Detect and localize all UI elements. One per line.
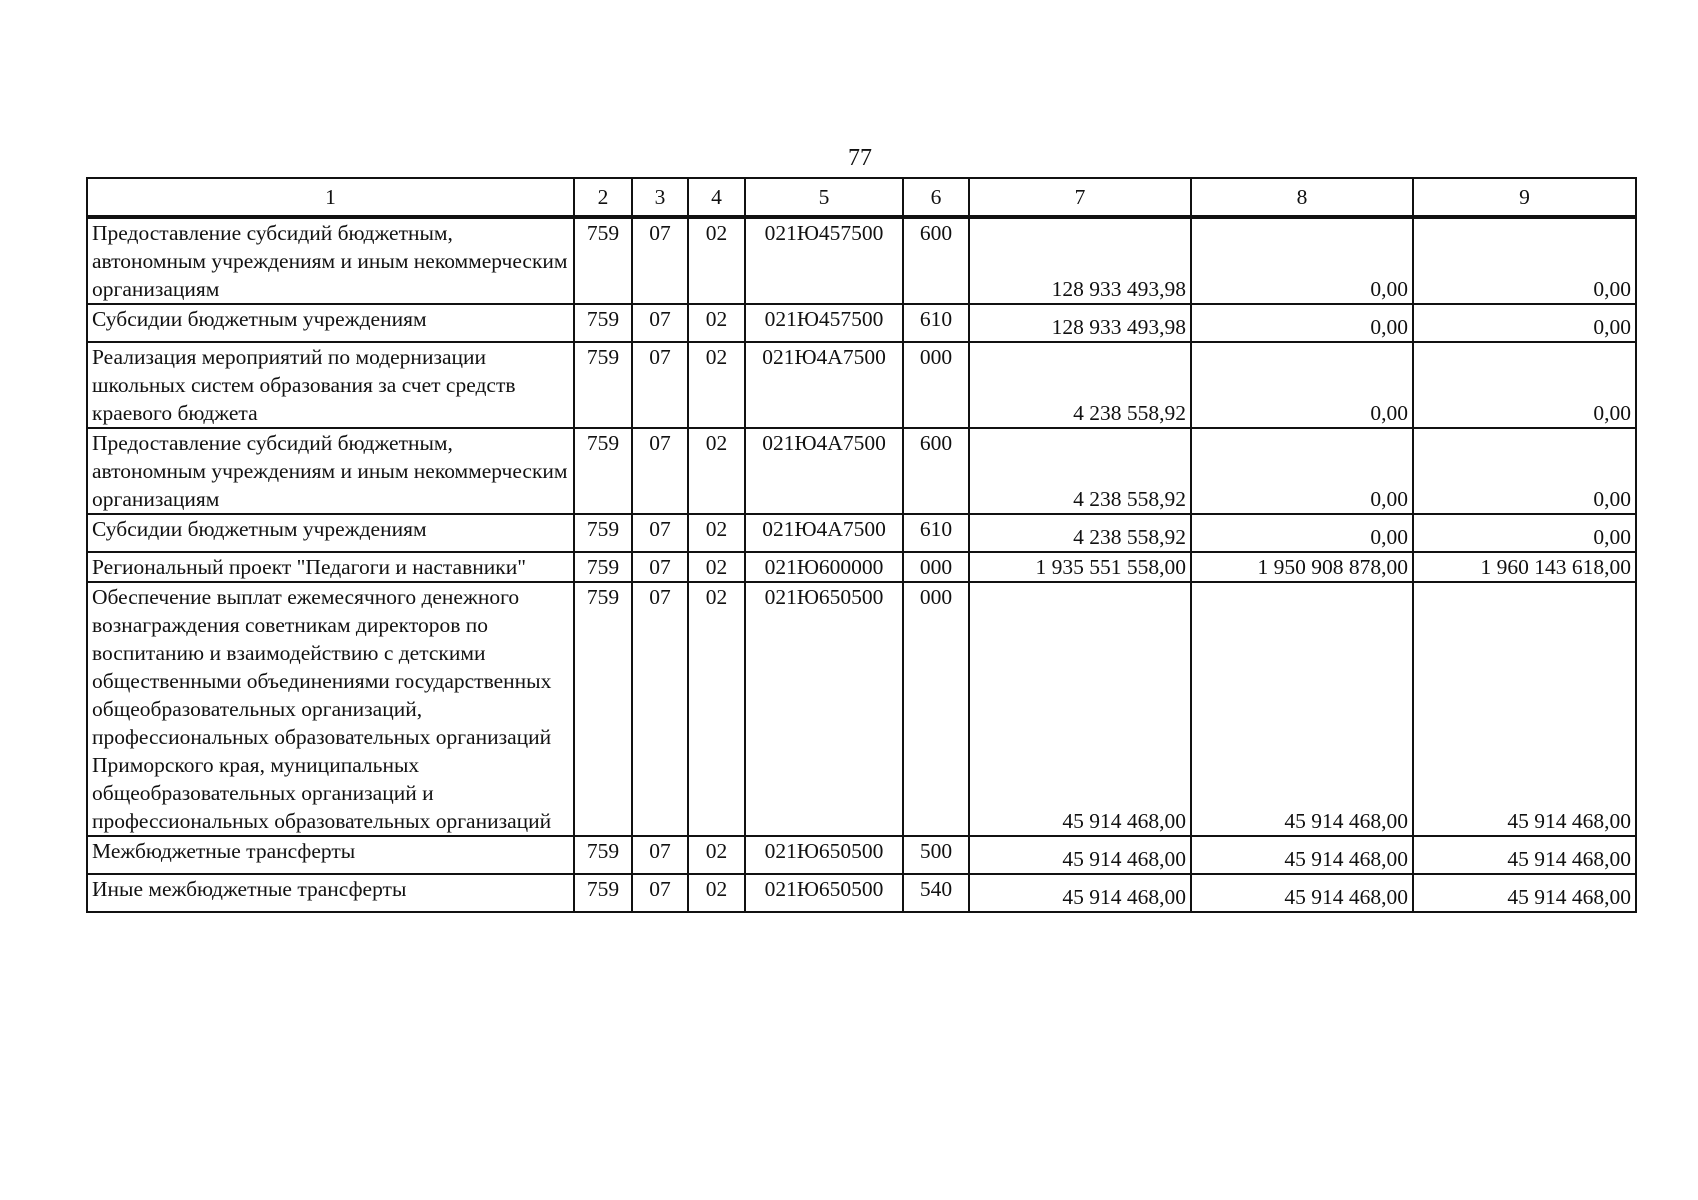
amount-col-8: 45 914 468,00: [1191, 582, 1413, 836]
subsection-code: 02: [688, 514, 745, 552]
row-name: Межбюджетные трансферты: [87, 836, 574, 874]
table-row: [87, 514, 1636, 552]
subsection-code: 02: [688, 582, 745, 836]
expense-type-code: 610: [903, 304, 969, 342]
row-name: Предоставление субсидий бюджетным, автономным учреждениям и иным некоммерческим организациям: [87, 217, 574, 304]
amount-col-9: 0,00: [1413, 514, 1636, 552]
expense-type-code: 600: [903, 428, 969, 514]
row-name: Реализация мероприятий по модернизации школьных систем образования за счет средств краевого бюджета: [87, 342, 574, 428]
amount-col-7: 1 935 551 558,00: [969, 552, 1191, 582]
amount-col-8: 0,00: [1191, 342, 1413, 428]
amount-col-8: 0,00: [1191, 514, 1413, 552]
target-article-code: 021Ю600000: [745, 552, 903, 582]
header-cell: 9: [1413, 178, 1636, 217]
header-row: [87, 178, 1636, 217]
row-name: Субсидии бюджетным учреждениям: [87, 304, 574, 342]
header-cell: 3: [632, 178, 688, 217]
amount-col-9: 45 914 468,00: [1413, 836, 1636, 874]
ministry-code: 759: [574, 428, 632, 514]
expense-type-code: 000: [903, 582, 969, 836]
section-code: 07: [632, 514, 688, 552]
amount-col-7: 45 914 468,00: [969, 836, 1191, 874]
amount-col-8: 1 950 908 878,00: [1191, 552, 1413, 582]
amount-col-7: 128 933 493,98: [969, 217, 1191, 304]
table-row: [87, 428, 1636, 514]
table-row: [87, 217, 1636, 304]
section-code: 07: [632, 428, 688, 514]
table-row: [87, 874, 1636, 912]
section-code: 07: [632, 342, 688, 428]
section-code: 07: [632, 874, 688, 912]
amount-col-8: 45 914 468,00: [1191, 874, 1413, 912]
header-cell: 6: [903, 178, 969, 217]
header-cell: 1: [87, 178, 574, 217]
amount-col-7: 4 238 558,92: [969, 514, 1191, 552]
target-article-code: 021Ю650500: [745, 874, 903, 912]
header-cell: 4: [688, 178, 745, 217]
target-article-code: 021Ю4А7500: [745, 428, 903, 514]
header-cell: 2: [574, 178, 632, 217]
amount-col-7: 4 238 558,92: [969, 342, 1191, 428]
amount-col-9: 0,00: [1413, 428, 1636, 514]
amount-col-8: 45 914 468,00: [1191, 836, 1413, 874]
expense-type-code: 600: [903, 217, 969, 304]
amount-col-8: 0,00: [1191, 217, 1413, 304]
amount-col-7: 45 914 468,00: [969, 582, 1191, 836]
budget-table: [86, 177, 1637, 913]
table-row: [87, 342, 1636, 428]
subsection-code: 02: [688, 342, 745, 428]
amount-col-9: 45 914 468,00: [1413, 874, 1636, 912]
row-name: Региональный проект "Педагоги и наставники": [87, 552, 574, 582]
row-name: Обеспечение выплат ежемесячного денежного вознаграждения советникам директоров по воспитанию и взаимодействию с детскими общественными объединениями государственных общеобразовательных организаций, профессиональных образовательных организаций Приморского края, муниципальных общеобразовательных организаций и профессиональных образовательных организаций: [87, 582, 574, 836]
expense-type-code: 610: [903, 514, 969, 552]
ministry-code: 759: [574, 874, 632, 912]
table-row: [87, 552, 1636, 582]
subsection-code: 02: [688, 217, 745, 304]
subsection-code: 02: [688, 428, 745, 514]
ministry-code: 759: [574, 217, 632, 304]
amount-col-9: 0,00: [1413, 342, 1636, 428]
expense-type-code: 500: [903, 836, 969, 874]
header-cell: 5: [745, 178, 903, 217]
header-cell: 8: [1191, 178, 1413, 217]
ministry-code: 759: [574, 836, 632, 874]
section-code: 07: [632, 217, 688, 304]
amount-col-8: 0,00: [1191, 428, 1413, 514]
subsection-code: 02: [688, 874, 745, 912]
amount-col-9: 0,00: [1413, 217, 1636, 304]
target-article-code: 021Ю457500: [745, 217, 903, 304]
amount-col-9: 45 914 468,00: [1413, 582, 1636, 836]
amount-col-7: 128 933 493,98: [969, 304, 1191, 342]
amount-col-7: 4 238 558,92: [969, 428, 1191, 514]
ministry-code: 759: [574, 304, 632, 342]
row-name: Субсидии бюджетным учреждениям: [87, 514, 574, 552]
ministry-code: 759: [574, 514, 632, 552]
row-name: Иные межбюджетные трансферты: [87, 874, 574, 912]
expense-type-code: 540: [903, 874, 969, 912]
target-article-code: 021Ю650500: [745, 582, 903, 836]
subsection-code: 02: [688, 304, 745, 342]
expense-type-code: 000: [903, 342, 969, 428]
amount-col-8: 0,00: [1191, 304, 1413, 342]
target-article-code: 021Ю4А7500: [745, 514, 903, 552]
subsection-code: 02: [688, 552, 745, 582]
row-name: Предоставление субсидий бюджетным, автономным учреждениям и иным некоммерческим организациям: [87, 428, 574, 514]
amount-col-7: 45 914 468,00: [969, 874, 1191, 912]
table-row: [87, 582, 1636, 836]
target-article-code: 021Ю4А7500: [745, 342, 903, 428]
page-number: 77: [848, 145, 872, 171]
subsection-code: 02: [688, 836, 745, 874]
expense-type-code: 000: [903, 552, 969, 582]
amount-col-9: 0,00: [1413, 304, 1636, 342]
section-code: 07: [632, 552, 688, 582]
ministry-code: 759: [574, 342, 632, 428]
section-code: 07: [632, 304, 688, 342]
ministry-code: 759: [574, 552, 632, 582]
section-code: 07: [632, 582, 688, 836]
table-row: [87, 836, 1636, 874]
table-row: [87, 304, 1636, 342]
section-code: 07: [632, 836, 688, 874]
target-article-code: 021Ю457500: [745, 304, 903, 342]
ministry-code: 759: [574, 582, 632, 836]
target-article-code: 021Ю650500: [745, 836, 903, 874]
header-cell: 7: [969, 178, 1191, 217]
amount-col-9: 1 960 143 618,00: [1413, 552, 1636, 582]
